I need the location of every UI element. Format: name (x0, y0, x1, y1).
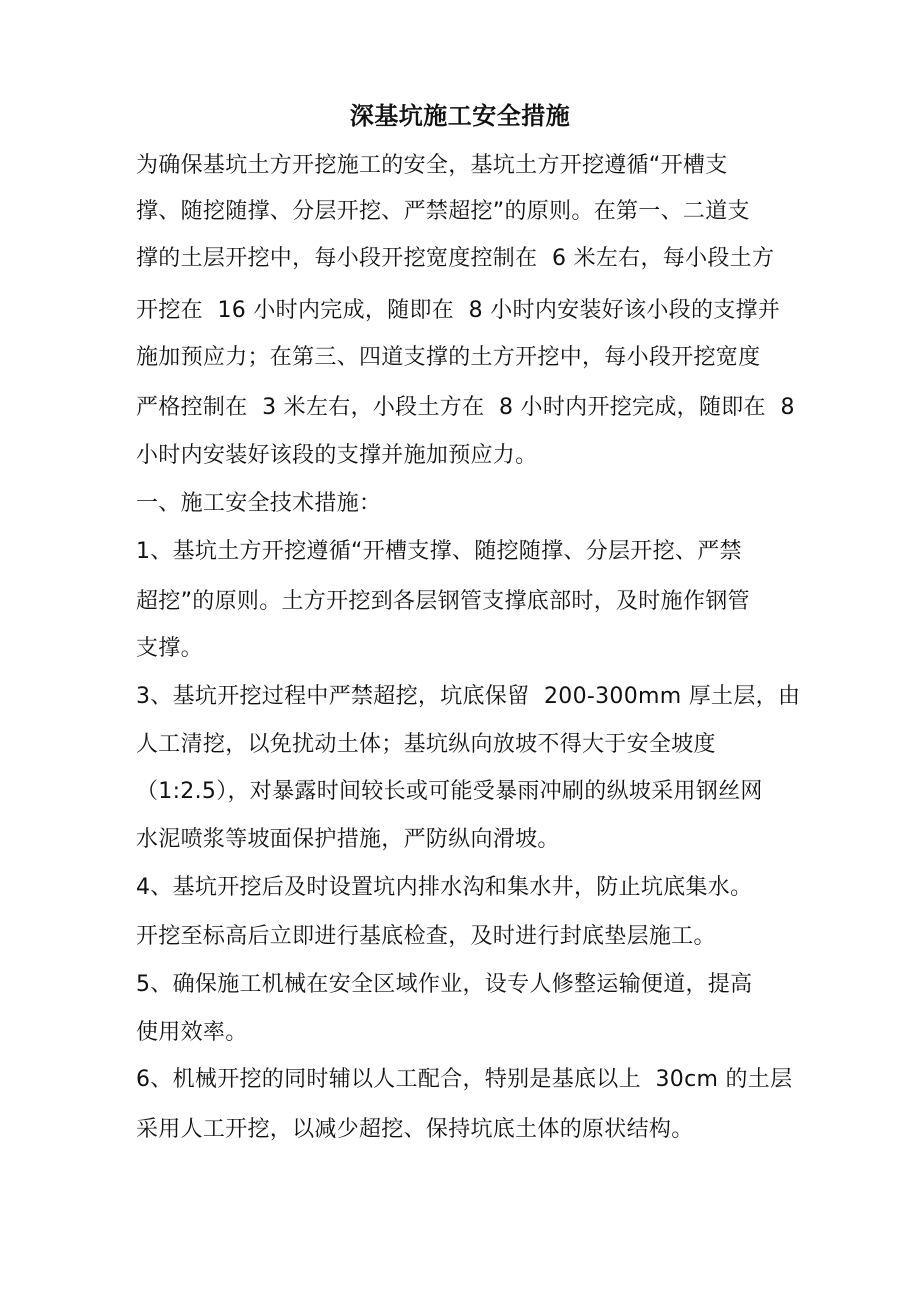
text-line: 使用效率。 (136, 1020, 248, 1045)
text-line: 严格控制在 3 米左右，小段土方在 8 小时内开挖完成，随即在 8 (136, 395, 795, 420)
text-line: 水泥喷浆等坡面保护措施，严防纵向滑坡。 (136, 827, 560, 852)
text-line: 撑、随挖随撑、分层开挖、严禁超挖”的原则。在第一、二道支 (136, 199, 750, 224)
text-line: 支撑。 (136, 636, 203, 661)
text-line: （1:2.5），对暴露时间较长或可能受暴雨冲刷的纵坡采用钢丝网 (136, 779, 763, 804)
text-line: 6、机械开挖的同时辅以人工配合，特别是基底以上 30cm 的土层 (136, 1067, 793, 1092)
text-line: 撑的土层开挖中，每小段开挖宽度控制在 6 米左右，每小段土方 (136, 246, 775, 271)
text-line: 1、基坑土方开挖遵循“开槽支撑、随挖随撑、分层开挖、严禁 (136, 539, 742, 564)
text-line: 为确保基坑土方开挖施工的安全，基坑土方开挖遵循“开槽支 (136, 153, 728, 178)
text-line: 3、基坑开挖过程中严禁超挖，坑底保留 200-300mm 厚土层，由 (136, 684, 801, 709)
text-line: 4、基坑开挖后及时设置坑内排水沟和集水井，防止坑底集水。 (136, 875, 753, 900)
text-line: 小时内安装好该段的支撑并施加预应力。 (136, 443, 538, 468)
document-title: 深基坑施工安全措施 (349, 101, 571, 130)
text-line: 人工清挖，以免扰动土体；基坑纵向放坡不得大于安全坡度 (136, 732, 716, 757)
section-heading: 一、施工安全技术措施： (136, 491, 382, 516)
text-line: 施加预应力；在第三、四道支撑的土方开挖中，每小段开挖宽度 (136, 345, 761, 370)
text-line: 超挖”的原则。土方开挖到各层钢管支撑底部时，及时施作钢管 (136, 589, 750, 614)
text-line: 开挖在 16 小时内完成，随即在 8 小时内安装好该小段的支撑并 (136, 298, 781, 323)
text-line: 采用人工开挖，以减少超挖、保持坑底土体的原状结构。 (136, 1117, 694, 1142)
text-line: 5、确保施工机械在安全区域作业，设专人修整运输便道，提高 (136, 972, 753, 997)
text-line: 开挖至标高后立即进行基底检查，及时进行封底垫层施工。 (136, 924, 716, 949)
